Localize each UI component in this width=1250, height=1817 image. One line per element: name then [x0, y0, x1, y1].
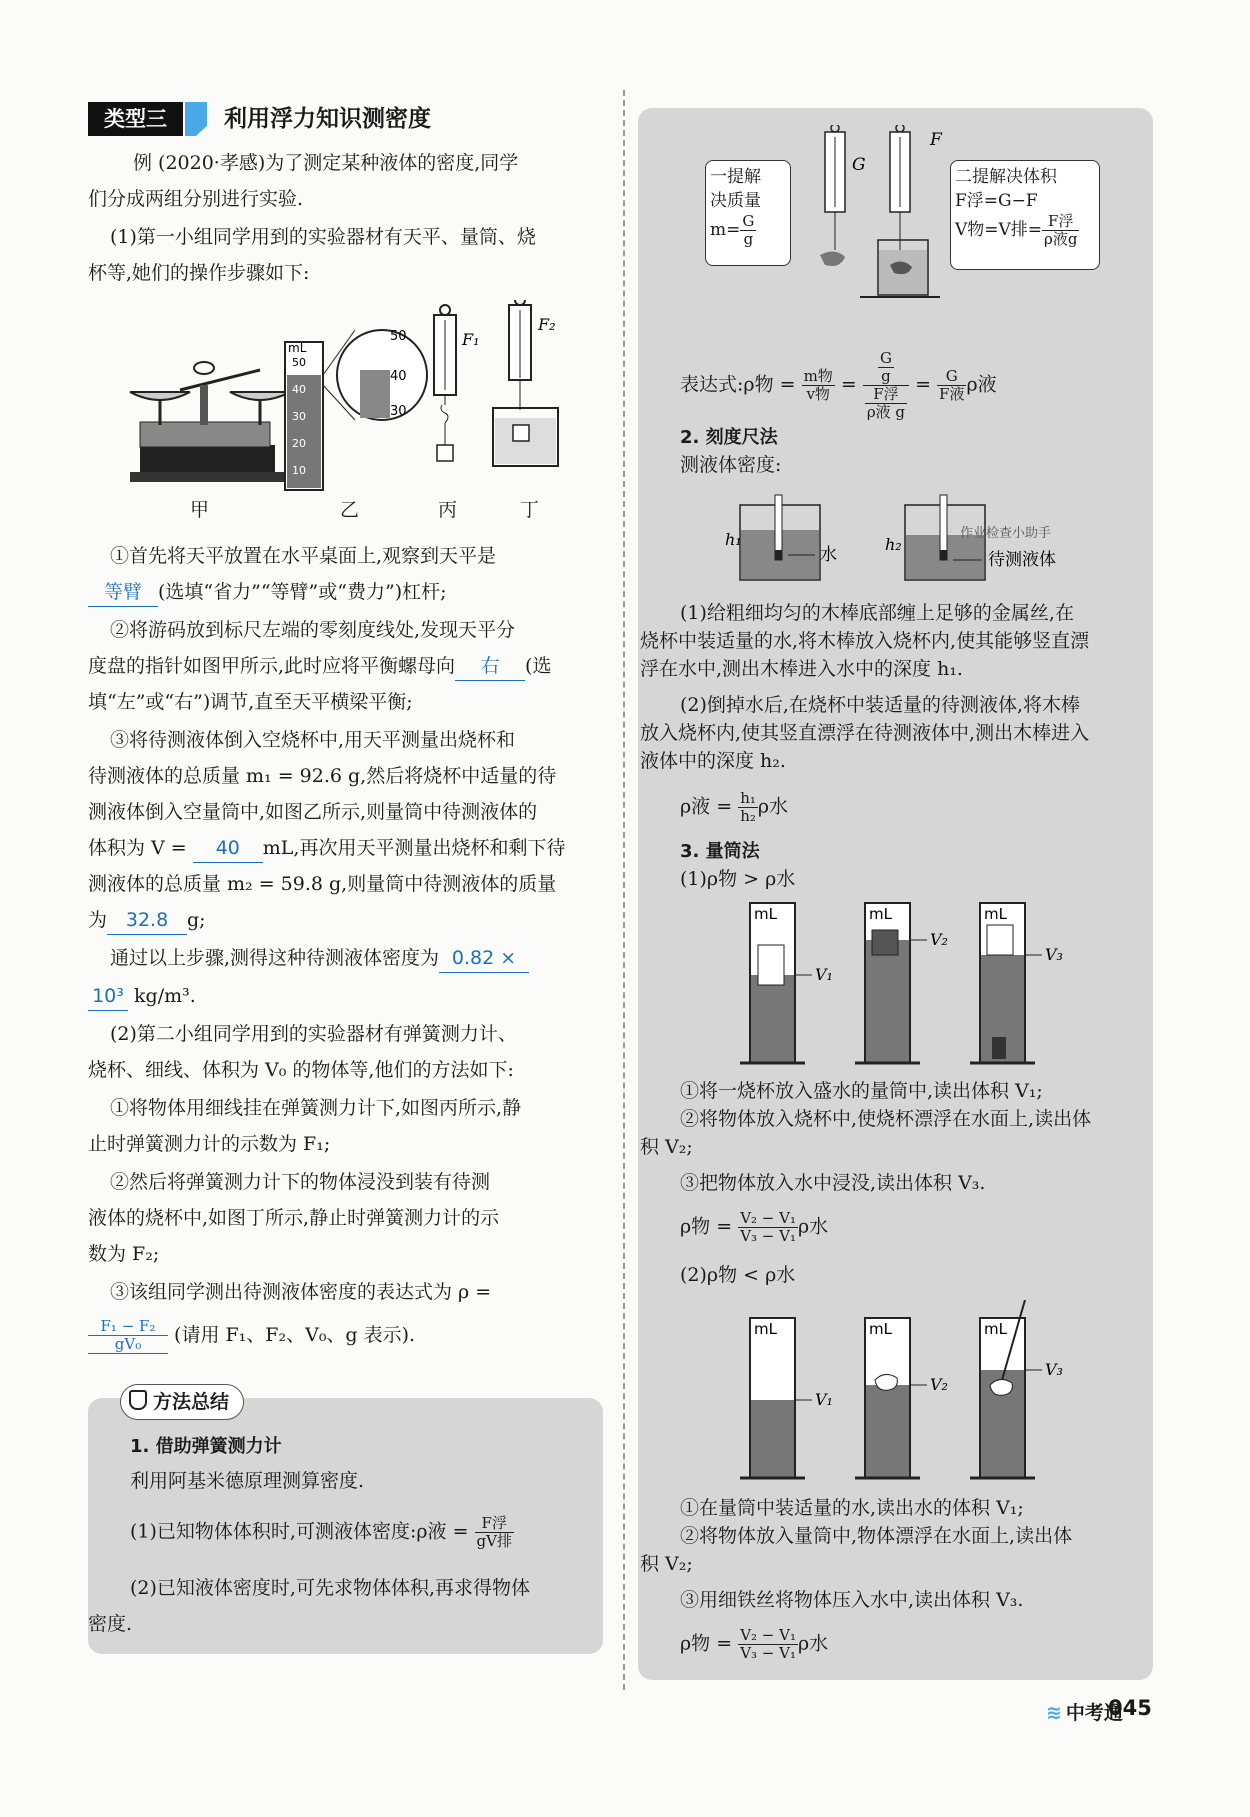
method-text-6a: (2)倒掉水后,在烧杯中装适量的待测液体,将木棒 [680, 694, 1080, 716]
step2-line-b: 度盘的指针如图甲所示,此时应将平衡螺母向 右 (选 [88, 653, 551, 681]
svg-text:mL: mL [984, 1320, 1007, 1338]
formula-2: ρ物 = $\frac{\text{V₂ − V₁}}{\text{V₃ − V₁}}$ ρ水 [680, 1209, 829, 1245]
shield-icon [129, 1390, 147, 1410]
svg-text:30: 30 [292, 410, 306, 423]
spring-scale-icon [434, 305, 480, 461]
example-intro-2: 们分成两组分别进行实验. [88, 188, 304, 210]
section-title: 利用浮力知识测密度 [224, 106, 431, 132]
svg-text:50: 50 [390, 329, 407, 344]
flag-icon [185, 102, 207, 136]
method-text-11a: ②将物体放入量筒中,物体漂浮在水面上,读出体 [680, 1525, 1073, 1547]
density-line-b: 10³ kg/m³. [88, 983, 196, 1011]
buoyancy-diagram [790, 125, 950, 305]
experiment-figure [120, 300, 600, 525]
method-text-1: 利用阿基米德原理测算密度. [130, 1470, 365, 1492]
part2-line-a: (2)第二小组同学用到的实验器材有弹簧测力计、 [110, 1023, 517, 1045]
cylinder-method-diagram-1 [740, 895, 1080, 1070]
answer-formula[interactable]: $\frac{\text{F₁ − F₂}}{\text{gV₀}}$ [88, 1318, 168, 1354]
svg-text:20: 20 [292, 437, 306, 450]
svg-text:V₂: V₂ [930, 930, 948, 949]
p2s1-line-a: ①将物体用细线挂在弹簧测力计下,如图丙所示,静 [110, 1097, 522, 1119]
step3-line-b: 待测液体的总质量 m₁ = 92.6 g,然后将烧杯中适量的待 [88, 765, 557, 787]
step1-line-a: ①首先将天平放置在水平桌面上,观察到天平是 [110, 545, 497, 567]
step2-line-a: ②将游码放到标尺左端的零刻度线处,发现天平分 [110, 619, 516, 641]
method-text-3a: (2)已知液体密度时,可先求物体体积,再求得物体 [130, 1577, 530, 1599]
stamp-watermark: 作业检查小助手 [960, 526, 1052, 541]
svg-text:G: G [852, 155, 866, 175]
svg-text:V₁: V₁ [815, 965, 833, 984]
svg-text:F₁: F₁ [462, 330, 480, 349]
method-text-6c: 液体中的深度 h₂. [640, 750, 786, 772]
p2s3-line-a: ③该组同学测出待测液体密度的表达式为 ρ = [110, 1281, 492, 1303]
method-text-9: ③把物体放入水中浸没,读出体积 V₃. [680, 1172, 986, 1194]
step3-line-f: 测液体的总质量 m₂ = 59.8 g,则量筒中待测液体的质量 [88, 873, 557, 895]
method-heading-3: 3. 量筒法 [680, 841, 760, 862]
step3-line-d: 体积为 V = 40 mL,再次用天平测量出烧杯和剩下待 [88, 835, 565, 863]
method-text-5c: 浮在水中,测出木棒进入水中的深度 h₁. [640, 658, 963, 680]
footer-brand: ≋ 中考通 [1046, 1702, 1123, 1724]
answer-blank[interactable]: 10³ [88, 983, 128, 1011]
method-text-3b: 密度. [88, 1613, 133, 1635]
method-heading-1: 1. 借助弹簧测力计 [130, 1436, 282, 1457]
method-tag: 方法总结 [120, 1384, 244, 1420]
figure-label-jia: 甲 [190, 499, 210, 521]
svg-text:mL: mL [288, 341, 307, 355]
balance-scale-icon [130, 362, 290, 482]
svg-text:mL: mL [869, 1320, 892, 1338]
svg-text:mL: mL [754, 905, 777, 923]
method-text-2: (1)已知物体体积时,可测液体密度:ρ液 = $\frac{\text{F浮}}{\text{gV排}}$ [130, 1514, 512, 1550]
svg-text:50: 50 [292, 356, 306, 369]
method-text-11b: 积 V₂; [640, 1553, 693, 1575]
page-number: 045 [1108, 1696, 1152, 1720]
section-header [88, 102, 610, 136]
step3-line-g: 为 32.8 g; [88, 907, 206, 935]
p2s2-line-b: 液体的烧杯中,如图丁所示,静止时弹簧测力计的示 [88, 1207, 500, 1229]
answer-blank[interactable]: 右 [455, 653, 525, 681]
svg-text:10: 10 [292, 464, 306, 477]
example-intro-1: 例 (2020·孝感)为了测定某种液体的密度,同学 [133, 152, 519, 174]
p2s3-line-b: $\frac{\text{F₁ − F₂}}{\text{gV₀}}$ (请用 F₁、F₂、V₀、g 表示). [88, 1318, 415, 1354]
condition-2: (2)ρ物 < ρ水 [680, 1264, 796, 1286]
method-text-7: ①将一烧杯放入盛水的量筒中,读出体积 V₁; [680, 1080, 1043, 1102]
svg-text:h₂: h₂ [885, 535, 902, 554]
spring-scale-beaker-icon [493, 300, 558, 466]
p2s2-line-c: 数为 F₂; [88, 1243, 160, 1265]
svg-text:V₃: V₃ [1045, 1360, 1063, 1379]
step2-line-d: 填“左”或“右”)调节,直至天平横梁平衡; [88, 691, 413, 713]
condition-1: (1)ρ物 > ρ水 [680, 868, 796, 890]
svg-text:F₂: F₂ [538, 315, 556, 334]
step1-line-b: 等臂 (选填“省力”“等臂”或“费力”)杠杆; [88, 579, 447, 607]
answer-blank[interactable]: 0.82 × [439, 945, 529, 973]
svg-text:待测液体: 待测液体 [988, 550, 1056, 570]
svg-text:V₁: V₁ [815, 1390, 833, 1409]
svg-text:V₂: V₂ [930, 1375, 948, 1394]
svg-text:F: F [930, 130, 942, 150]
density-line-a: 通过以上步骤,测得这种待测液体密度为 0.82 × [110, 945, 529, 973]
answer-blank[interactable]: 40 [193, 835, 263, 863]
svg-text:mL: mL [984, 905, 1007, 923]
svg-text:V₃: V₃ [1045, 945, 1063, 964]
part1-line-a: (1)第一小组同学用到的实验器材有天平、量筒、烧 [110, 226, 536, 248]
step3-line-c: 测液体倒入空量筒中,如图乙所示,则量筒中待测液体的 [88, 801, 538, 823]
svg-text:水: 水 [820, 545, 837, 565]
svg-text:40: 40 [292, 383, 306, 396]
formula-3: ρ物 = $\frac{\text{V₂ − V₁}}{\text{V₃ − V₁}}$ ρ水 [680, 1626, 829, 1662]
figure-label-bing: 丙 [438, 499, 458, 521]
svg-text:40: 40 [390, 369, 407, 384]
method-text-5a: (1)给粗细均匀的木棒底部缠上足够的金属丝,在 [680, 602, 1074, 624]
method-text-10: ①在量筒中装适量的水,读出水的体积 V₁; [680, 1497, 1024, 1519]
column-divider [623, 90, 625, 1690]
figure-label-yi: 乙 [340, 499, 360, 521]
graduated-cylinder-icon [285, 329, 427, 490]
mass-box: 一提解 决质量 m= $\frac{G}{g}$ [705, 160, 791, 266]
step3-line-a: ③将待测液体倒入空烧杯中,用天平测量出烧杯和 [110, 729, 516, 751]
answer-blank[interactable]: 32.8 [107, 907, 187, 935]
svg-text:mL: mL [754, 1320, 777, 1338]
section-tag: 类型三 [88, 102, 183, 136]
svg-text:mL: mL [869, 905, 892, 923]
wave-logo-icon: ≋ [1046, 1702, 1062, 1724]
method-text-8a: ②将物体放入烧杯中,使烧杯漂浮在水面上,读出体 [680, 1108, 1092, 1130]
p2s2-line-a: ②然后将弹簧测力计下的物体浸没到装有待测 [110, 1171, 491, 1193]
method-heading-2: 2. 刻度尺法 [680, 427, 778, 448]
formula-1: ρ液 = $\frac{\text{h₁}}{\text{h₂}}$ ρ水 [680, 789, 789, 825]
expression-formula: 表达式:ρ物 = $\frac{\text{m物}}{\text{v物}}$ = $\frac{\frac{G}{g}}{\frac{\text{F浮}}{\text{ρ液 g}}}$ = $\frac{G}{\text{F液}}$ ρ液 [680, 349, 997, 421]
method-text-12: ③用细铁丝将物体压入水中,读出体积 V₃. [680, 1589, 1024, 1611]
method-text-6b: 放入烧杯内,使其竖直漂浮在待测液体中,测出木棒进入 [640, 722, 1090, 744]
cylinder-method-diagram-2 [740, 1300, 1080, 1485]
method-text-4: 测液体密度: [680, 454, 782, 476]
part2-line-b: 烧杯、细线、体积为 V₀ 的物体等,他们的方法如下: [88, 1059, 514, 1081]
p2s1-line-b: 止时弹簧测力计的示数为 F₁; [88, 1133, 331, 1155]
method-text-8b: 积 V₂; [640, 1136, 693, 1158]
part1-line-b: 杯等,她们的操作步骤如下: [88, 262, 310, 284]
svg-text:h₁: h₁ [725, 530, 742, 549]
figure-label-ding: 丁 [520, 499, 540, 521]
method-text-5b: 烧杯中装适量的水,将木棒放入烧杯内,使其能够竖直漂 [640, 630, 1090, 652]
volume-box: 二提解决体积 F浮=G−F V物=V排= $\frac{\text{F浮}}{\text{ρ液g}}$ [950, 160, 1100, 270]
svg-text:30: 30 [390, 404, 407, 419]
answer-blank[interactable]: 等臂 [88, 579, 158, 607]
